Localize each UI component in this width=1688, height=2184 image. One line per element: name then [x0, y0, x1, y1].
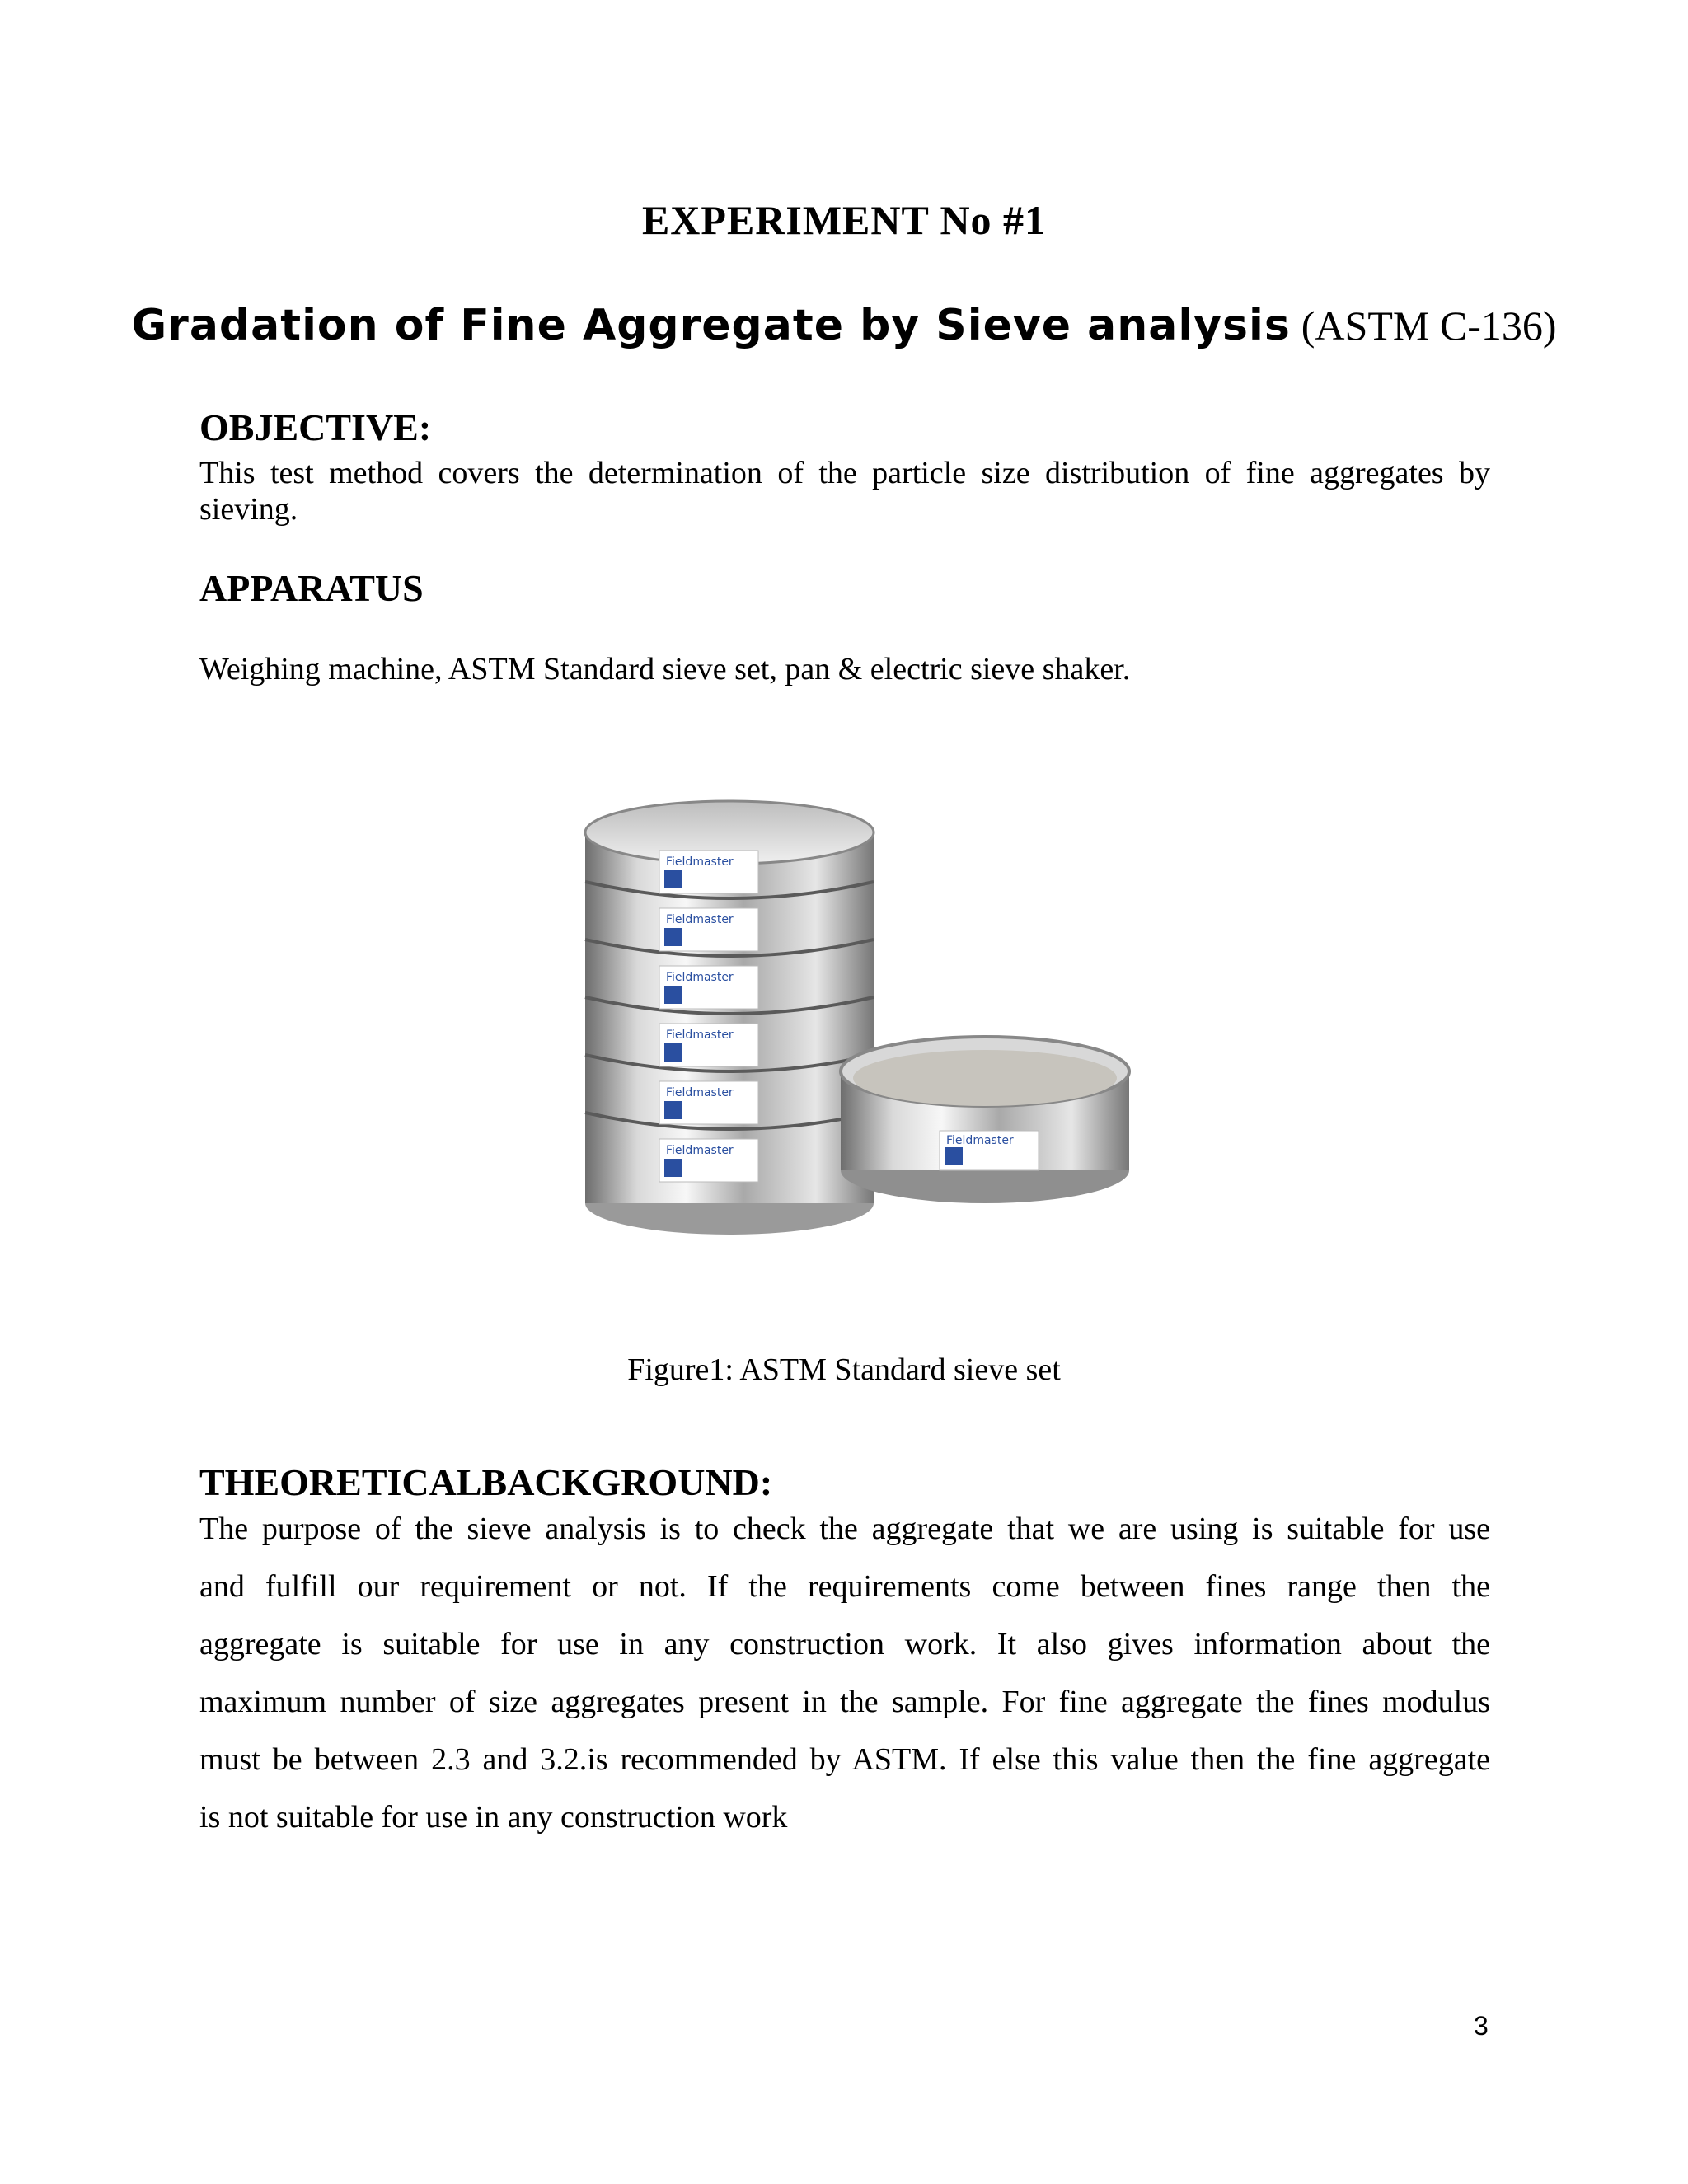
paragraph-line: aggregate is suitable for use in any construction work. It also gives information about the [199, 1627, 1490, 1661]
single-sieve [841, 1037, 1129, 1203]
main-title [0, 301, 1688, 350]
paragraph-line: maximum number of size aggregates present in the sample. For fine aggregate the fines modulus [199, 1685, 1490, 1719]
paragraph-line: and fulfill our requirement or not. If the requirements come between fines range then the [199, 1569, 1490, 1604]
experiment-title: EXPERIMENT No #1 [641, 197, 1047, 243]
objective-line: sieving. [199, 492, 298, 527]
sieve-label-brand: Fieldmaster [666, 1144, 734, 1157]
sieve-label-brand: Fieldmaster [666, 855, 734, 869]
paragraph-line: is not suitable for use in any construction work [199, 1800, 788, 1835]
sieve-stack [585, 801, 874, 1235]
apparatus-heading: APPARATUS [199, 567, 424, 609]
theoretical-background-heading: THEORETICALBACKGROUND: [199, 1461, 773, 1503]
apparatus-text: Weighing machine, ASTM Standard sieve set, pan & electric sieve shaker. [199, 652, 1131, 687]
objective-text [199, 455, 1490, 527]
sieve-label-brand: Fieldmaster [666, 1029, 734, 1042]
sieve-label-brand: Fieldmaster [666, 913, 734, 926]
objective-line: This test method covers the determination of the particle size distribution of fine aggregates by [199, 456, 1490, 490]
sieve-set-figure [569, 791, 1146, 1269]
figure-caption: Figure1: ASTM Standard sieve set [627, 1352, 1061, 1387]
sieve-label-brand: Fieldmaster [666, 1086, 734, 1099]
page-number: 3 [1474, 2011, 1489, 2041]
sieve-label-brand: Fieldmaster [666, 971, 734, 984]
paragraph-line: The purpose of the sieve analysis is to check the aggregate that we are using is suitable for use [199, 1511, 1490, 1546]
paragraph-line: must be between 2.3 and 3.2.is recommended by ASTM. If else this value then the fine aggregate [199, 1742, 1490, 1777]
main-title-text: Gradation of Fine Aggregate by Sieve analysis [131, 301, 1291, 350]
main-title-standard: (ASTM C-136) [1301, 302, 1557, 349]
sieve-label-brand: Fieldmaster [946, 1134, 1014, 1147]
objective-heading: OBJECTIVE: [199, 406, 432, 448]
theoretical-background-text [199, 1500, 1490, 1846]
